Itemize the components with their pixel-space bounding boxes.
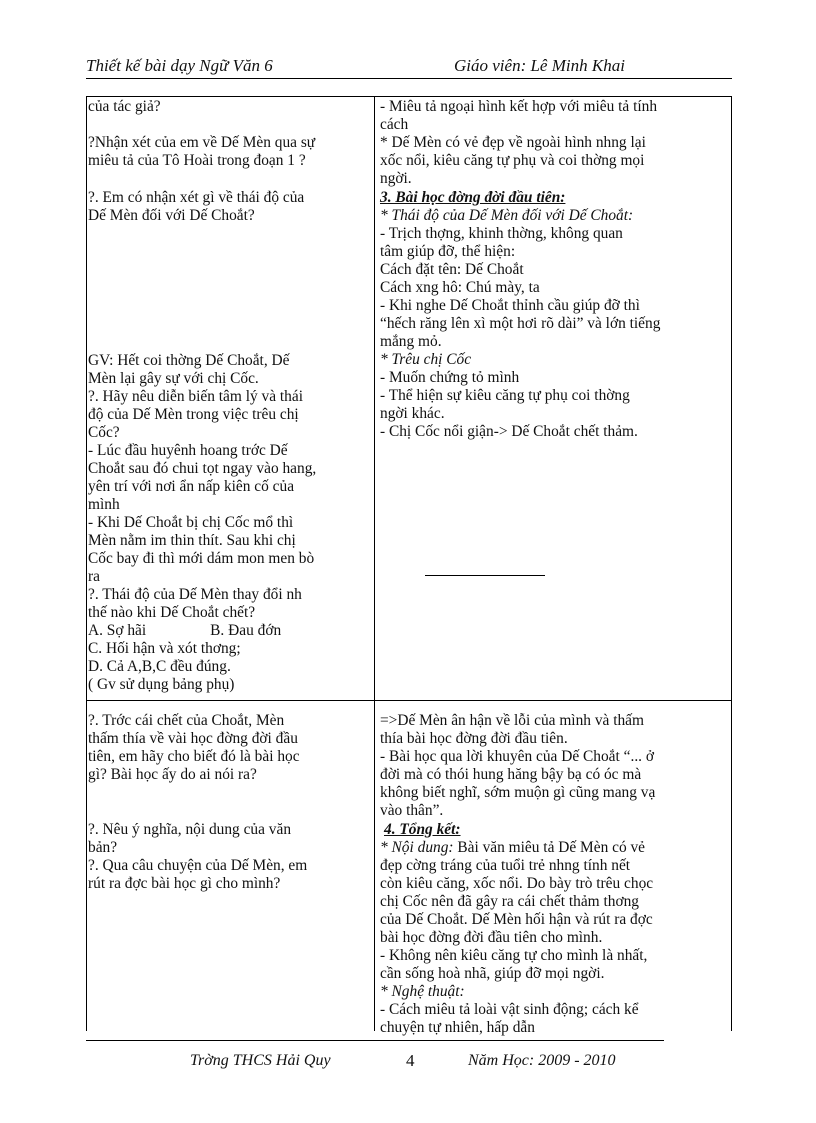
table-column-divider: [374, 96, 375, 1031]
text-line: ?. Trớc cái chết của Choắt, Mèn: [88, 712, 285, 729]
text-line: Cốc?: [88, 424, 120, 441]
text-line: - Khi Dế Choắt bị chị Cốc mổ thì: [88, 514, 294, 531]
art-label: * Nghệ thuật:: [380, 983, 465, 1000]
text-line: xốc nổi, kiêu căng tự phụ và coi thờng mọi: [380, 152, 645, 169]
section-3-title: 3. Bài học đờng đời đầu tiên:: [380, 189, 566, 206]
text-line: chuyện tự nhiên, hấp dẫn: [380, 1019, 535, 1036]
right-block-4: [380, 712, 655, 820]
text-line: Cốc bay đi thì mới dám mon men bò: [88, 550, 315, 567]
text-line: thế nào khi Dế Choắt chết?: [88, 604, 256, 621]
text-line: “hếch răng lên xì một hơi rõ dài” và lớn tiếng: [380, 315, 661, 332]
text-line: Cách đặt tên: Dế Choắt: [380, 261, 524, 278]
header-title: Thiết kế bài dạy Ngữ Văn 6: [86, 56, 273, 75]
text-line: Choắt sau đó chui tọt ngay vào hang,: [88, 460, 317, 477]
text-line: * Dế Mèn có vẻ đẹp về ngoài hình nhng lại: [380, 134, 646, 151]
answer-b: B. Đau đớn: [210, 622, 282, 639]
answer-d: D. Cả A,B,C đều đúng.: [88, 658, 231, 675]
short-rule: [425, 575, 545, 576]
table-top-rule: [86, 96, 732, 97]
text-line: của tác giả?: [88, 98, 161, 115]
text-line: ngời khác.: [380, 405, 445, 422]
text-line: của Dế Choắt. Dế Mèn hối hận và rút ra đợc: [380, 911, 653, 928]
text-line: còn kiêu căng, xốc nổi. Do bày trò trêu chọc: [380, 875, 654, 892]
text-line: - Khi nghe Dế Choắt thỉnh cầu giúp đỡ thì: [380, 297, 640, 314]
text-line: =>Dế Mèn ân hận về lỗi của mình và thấm: [380, 712, 644, 729]
text-line: tâm giúp đỡ, thể hiện:: [380, 243, 516, 260]
text-line: mình: [88, 496, 120, 513]
text-line: ?. Nêu ý nghĩa, nội dung của văn: [88, 821, 292, 838]
content-first-line: Bài văn miêu tả Dế Mèn có vẻ: [453, 839, 646, 856]
text-line: Cách xng hô: Chú mày, ta: [380, 279, 540, 296]
text-line: cần sống hoà nhã, giúp đỡ mọi ngời.: [380, 965, 605, 982]
text-line: - Không nên kiêu căng tự cho mình là nhất,: [380, 947, 648, 964]
section-3-subtitle: * Thái độ của Dế Mèn đối với Dế Choắt:: [380, 207, 634, 224]
answer-options-ab: [88, 622, 316, 640]
page-number: 4: [406, 1051, 415, 1070]
table-row-divider: [86, 700, 732, 701]
header-teacher: Giáo viên: Lê Minh Khai: [454, 56, 625, 75]
text-line: ?Nhận xét của em về Dế Mèn qua sự: [88, 134, 316, 151]
text-line: Mèn nằm im thin thít. Sau khi chị: [88, 532, 296, 549]
text-line: Dế Mèn đối với Dế Choắt?: [88, 207, 255, 224]
text-line: - Bài học qua lời khuyên của Dế Choắt “... ở: [380, 748, 654, 765]
left-block-4: [88, 352, 316, 694]
table-border-left: [86, 96, 87, 1031]
text-line: - Chị Cốc nổi giận-> Dế Choắt chết thảm.: [380, 423, 638, 440]
text-line: - Muốn chứng tỏ mình: [380, 369, 520, 386]
text-line: ( Gv sử dụng bảng phụ): [88, 676, 235, 693]
text-line: độ của Dế Mèn trong việc trêu chị: [88, 406, 299, 423]
text-line: yên trí với nơi ẩn nấp kiên cố của: [88, 478, 295, 495]
right-section-3: [380, 189, 660, 441]
answer-a: A. Sợ hãi: [88, 622, 147, 639]
answer-c: C. Hối hận và xót thơng;: [88, 640, 241, 657]
text-line: ?. Thái độ của Dế Mèn thay đổi nh: [88, 586, 302, 603]
text-line: ?. Em có nhận xét gì về thái độ của: [88, 189, 305, 206]
text-line: ?. Hãy nêu diễn biến tâm lý và thái: [88, 388, 303, 405]
text-line: GV: Hết coi thờng Dế Choắt, Dế: [88, 352, 290, 369]
footer-school: Trờng THCS Hải Quy: [190, 1052, 331, 1069]
text-line: tiên, em hãy cho biết đó là bài học: [88, 748, 300, 765]
content-label: * Nội dung:: [380, 839, 454, 856]
text-line: đời mà có thói hung hăng bậy bạ có óc mà: [380, 766, 642, 783]
text-line: vào thân”.: [380, 802, 444, 819]
text-line: bài học đờng đời đầu tiên cho mình.: [380, 929, 603, 946]
left-block-5: [88, 712, 300, 784]
text-line: ngời.: [380, 170, 412, 187]
table-border-right: [731, 96, 732, 1031]
text-line: chị Cốc nên đã gây ra cái chết thảm thơng: [380, 893, 639, 910]
right-block-1: [380, 98, 657, 188]
header-rule: [86, 78, 732, 79]
page-header: [86, 52, 726, 78]
text-line: không biết nghĩ, sớm muộn gì cũng mang vạ: [380, 784, 656, 801]
text-line: thía bài học đờng đời đầu tiên.: [380, 730, 568, 747]
left-block-2: [88, 134, 315, 170]
text-line: bản?: [88, 839, 118, 856]
text-line: rút ra đợc bài học gì cho mình?: [88, 875, 281, 892]
text-line: ra: [88, 568, 100, 585]
text-line: - Trịch thợng, khinh thờng, không quan: [380, 225, 623, 242]
footer-rule: [86, 1040, 664, 1041]
text-line: mắng mỏ.: [380, 333, 442, 350]
text-line: gì? Bài học ấy do ai nói ra?: [88, 766, 257, 783]
text-line: đẹp cờng tráng của tuổi trẻ nhng tính nết: [380, 857, 631, 874]
text-line: cách: [380, 116, 409, 133]
text-line: ?. Qua câu chuyện của Dế Mèn, em: [88, 857, 308, 874]
text-line: - Thể hiện sự kiêu căng tự phụ coi thờng: [380, 387, 630, 404]
text-line: - Lúc đầu huyênh hoang trớc Dế: [88, 442, 288, 459]
left-block-1: [88, 98, 161, 116]
teasing-subtitle: * Trêu chị Cốc: [380, 351, 472, 368]
left-block-3: [88, 189, 304, 225]
text-line: Mèn lại gây sự với chị Cốc.: [88, 370, 259, 387]
left-block-6: [88, 821, 307, 893]
text-line: thấm thía về vài học đờng đời đầu: [88, 730, 298, 747]
text-line: - Cách miêu tả loài vật sinh động; cách kể: [380, 1001, 639, 1018]
text-line: miêu tả của Tô Hoài trong đoạn 1 ?: [88, 152, 306, 169]
right-section-4: [380, 821, 654, 1037]
text-line: - Miêu tả ngoại hình kết hợp với miêu tả tính: [380, 98, 658, 115]
footer-year: Năm Học: 2009 - 2010: [468, 1052, 616, 1069]
content-line: [380, 839, 653, 857]
section-4-title: 4. Tổng kết:: [384, 821, 461, 838]
